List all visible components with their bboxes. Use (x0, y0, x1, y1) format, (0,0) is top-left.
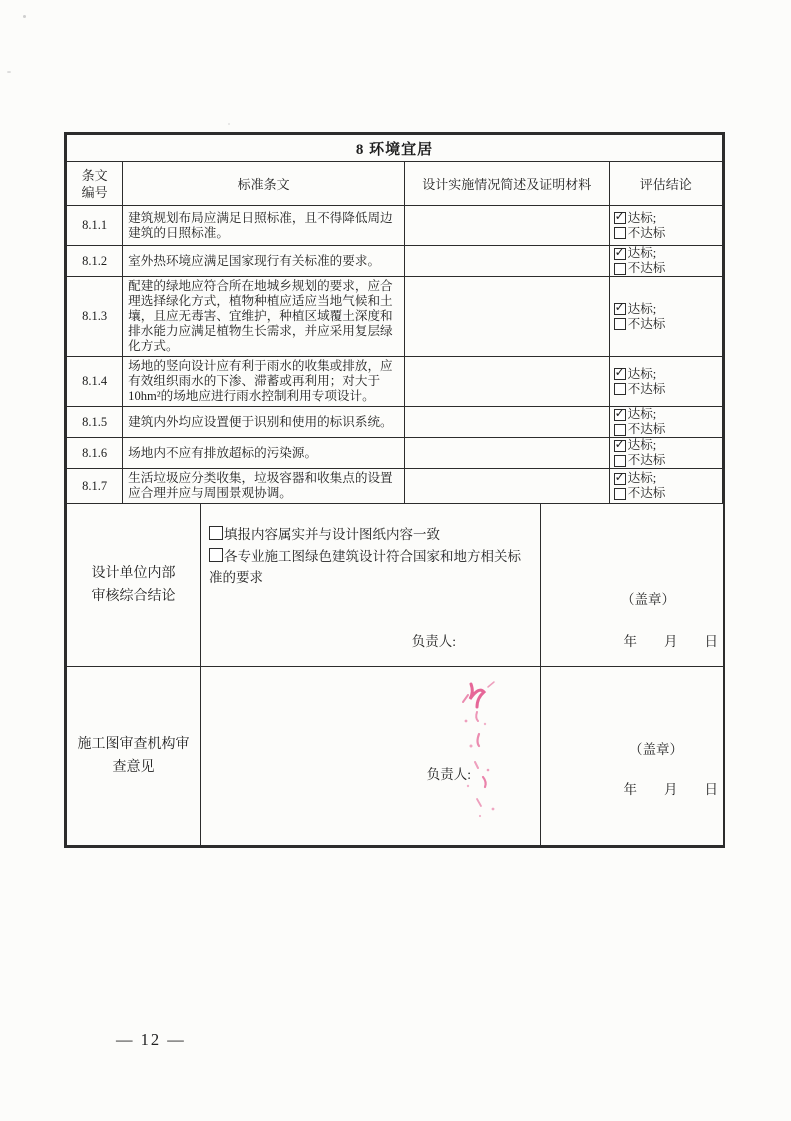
handwritten-signature-mark (433, 674, 513, 824)
review-checkbox-item: 填报内容属实并与设计图纸内容一致 (209, 524, 530, 546)
clause-text: 场地的竖向设计应有利于雨水的收集或排放，应有效组织雨水的下渗、滞蓄或再利用；对大于 10hm²的场地应进行雨水控制利用专项设计。 (123, 357, 405, 407)
checkbox-fail-unchecked (614, 455, 626, 467)
pass-label: 达标; (627, 471, 657, 485)
clause-row (67, 407, 723, 438)
clause-number: 8.1.6 (67, 438, 123, 469)
evaluation-cell (609, 277, 722, 357)
table-title-row (67, 135, 723, 162)
column-header-clause-no: 条文编号 (67, 162, 123, 206)
review-checkbox-item: 各专业施工图绿色建筑设计符合国家和地方相关标准的要求 (209, 548, 521, 585)
internal-review-content (201, 504, 541, 667)
pass-label: 达标; (627, 366, 657, 381)
clause-number: 8.1.3 (67, 277, 123, 357)
clause-row (67, 438, 723, 469)
pass-label: 达标; (627, 407, 657, 421)
design-desc-cell (405, 357, 610, 407)
evaluation-cell (609, 206, 722, 246)
clause-text: 配建的绿地应符合所在地城乡规划的要求，应合理选择绿化方式，植物种植应适应当地气候和土壤，且应无毒害、宜维护，种植区域覆土深度和排水能力应满足植物生长需求，并应采用复层绿化方式。 (123, 277, 405, 357)
checkbox-pass-checked (614, 409, 626, 421)
review-opinion-content (201, 667, 541, 846)
checkbox-fail-unchecked (614, 424, 626, 436)
signer-label: 负责人: (426, 767, 471, 782)
evaluation-cell (609, 469, 722, 504)
clause-number: 8.1.4 (67, 357, 123, 407)
evaluation-cell (609, 407, 722, 438)
date-label: 年 月 日 (623, 634, 718, 649)
pass-label: 达标; (627, 246, 657, 260)
fail-label: 不达标 (627, 453, 666, 467)
clause-row (67, 246, 723, 277)
checkbox-pass-checked (614, 248, 626, 260)
evaluation-cell (609, 438, 722, 469)
design-desc-cell (405, 277, 610, 357)
clause-number: 8.1.2 (67, 246, 123, 277)
assessment-form (64, 132, 725, 848)
clause-row (67, 206, 723, 246)
checkbox-pass-checked (614, 303, 626, 315)
design-desc-cell (405, 246, 610, 277)
checkbox-pass-checked (614, 473, 626, 485)
fail-label: 不达标 (627, 225, 666, 240)
fail-label: 不达标 (627, 486, 666, 500)
pass-label: 达标; (627, 301, 657, 316)
column-header-evaluation: 评估结论 (609, 162, 722, 206)
column-header-clause-text: 标准条文 (123, 162, 405, 206)
clause-text: 生活垃圾应分类收集，垃圾容器和收集点的设置应合理并应与周围景观协调。 (123, 469, 405, 504)
clause-text: 场地内不应有排放超标的污染源。 (123, 438, 405, 469)
seal-date-cell (541, 667, 724, 846)
checkbox-fail-unchecked (614, 263, 626, 275)
pass-label: 达标; (627, 210, 657, 225)
checkbox-unchecked (209, 548, 223, 562)
fail-label: 不达标 (627, 381, 666, 396)
table-header-row (67, 162, 723, 206)
clause-text: 建筑规划布局应满足日照标准，且不得降低周边建筑的日照标准。 (123, 206, 405, 246)
conclusion-table (66, 503, 724, 846)
checkbox-fail-unchecked (614, 318, 626, 330)
seal-label: （盖章） (621, 592, 675, 607)
clause-number: 8.1.5 (67, 407, 123, 438)
internal-review-row (67, 504, 724, 667)
checkbox-pass-checked (614, 368, 626, 380)
seal-label: （盖章） (629, 742, 683, 757)
review-opinion-row (67, 667, 724, 846)
clause-number: 8.1.1 (67, 206, 123, 246)
fail-label: 不达标 (627, 316, 666, 331)
review-opinion-label: 施工图审查机构审查意见 (67, 667, 201, 846)
column-header-design-desc: 设计实施情况简述及证明材料 (405, 162, 610, 206)
checkbox-unchecked (209, 526, 223, 540)
checkbox-fail-unchecked (614, 488, 626, 500)
evaluation-cell (609, 246, 722, 277)
checkbox-pass-checked (614, 440, 626, 452)
internal-review-label: 设计单位内部审核综合结论 (67, 504, 201, 667)
scan-artifact (23, 15, 26, 18)
design-desc-cell (405, 206, 610, 246)
fail-label: 不达标 (627, 261, 666, 275)
fail-label: 不达标 (627, 422, 666, 436)
clause-number: 8.1.7 (67, 469, 123, 504)
scan-artifact (228, 123, 230, 125)
seal-date-cell (541, 504, 724, 667)
signer-label: 负责人: (411, 634, 456, 649)
pass-label: 达标; (627, 438, 657, 452)
page-number: — 12 — (116, 1030, 186, 1049)
date-label: 年 月 日 (623, 782, 718, 797)
checkbox-pass-checked (614, 212, 626, 224)
evaluation-cell (609, 357, 722, 407)
clause-text: 建筑内外均应设置便于识别和使用的标识系统。 (123, 407, 405, 438)
clause-row (67, 357, 723, 407)
clause-row (67, 469, 723, 504)
design-desc-cell (405, 469, 610, 504)
scan-artifact (7, 71, 11, 73)
design-desc-cell (405, 438, 610, 469)
clause-row (67, 277, 723, 357)
design-desc-cell (405, 407, 610, 438)
checkbox-fail-unchecked (614, 227, 626, 239)
section-title: 8 环境宜居 (67, 135, 723, 162)
clause-text: 室外热环境应满足国家现行有关标准的要求。 (123, 246, 405, 277)
clause-table (66, 134, 723, 504)
checkbox-fail-unchecked (614, 383, 626, 395)
